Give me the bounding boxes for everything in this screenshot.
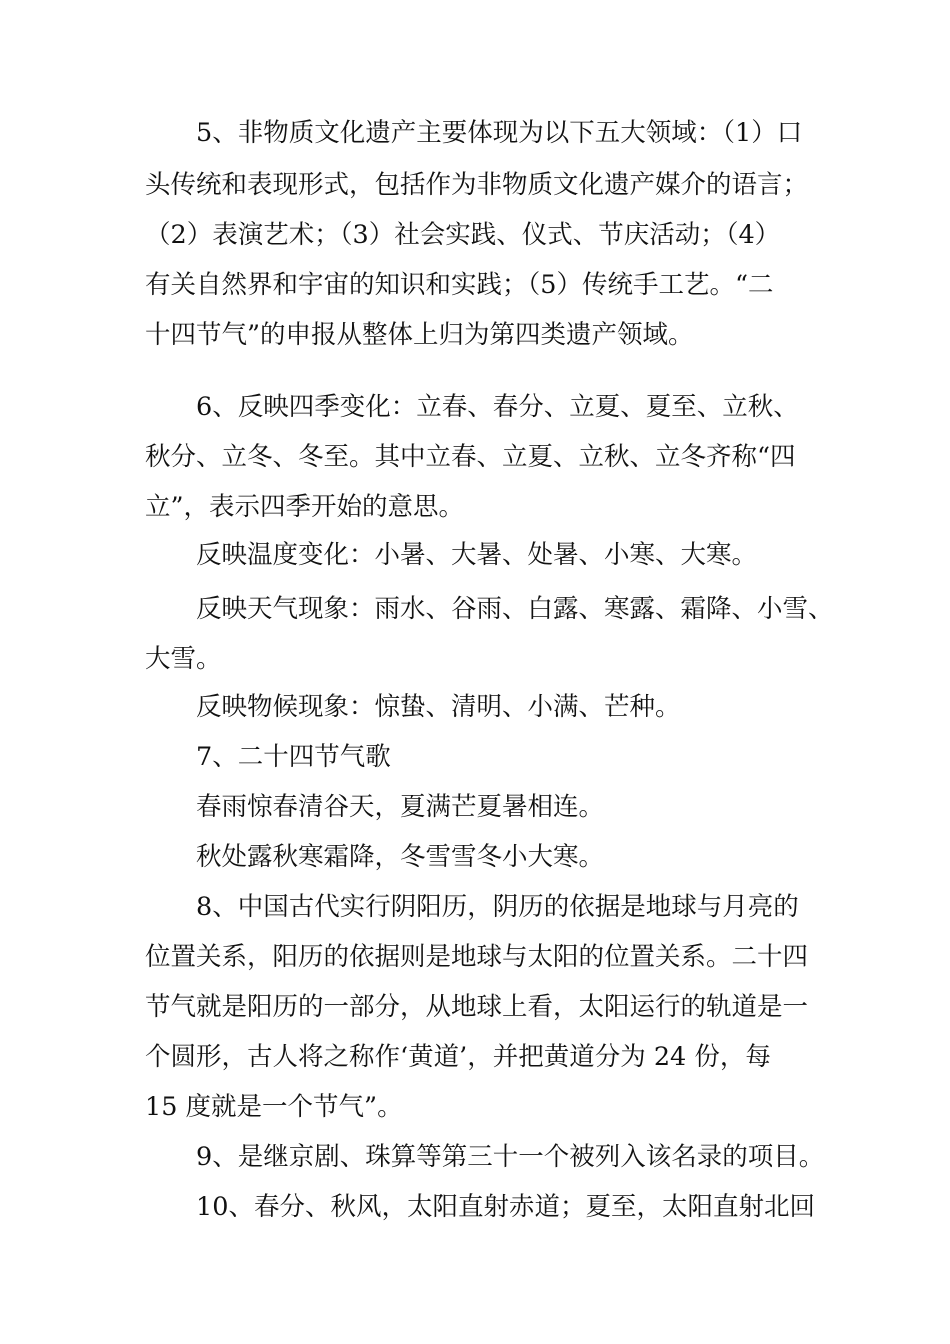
text-line: 反映温度变化：小暑、大暑、处暑、小寒、大寒。: [196, 540, 758, 570]
text-line: 十四节气”的申报从整体上归为第四类遗产领域。: [145, 320, 694, 350]
text-line: 反映物候现象：惊蛰、清明、小满、芒种。: [196, 692, 681, 722]
text-line: 位置关系，阳历的依据则是地球与太阳的位置关系。二十四: [145, 942, 809, 972]
text-line: 15 度就是一个节气”。: [145, 1092, 403, 1122]
text-line: 反映天气现象：雨水、谷雨、白露、寒露、霜降、小雪、: [196, 594, 834, 624]
text-line: 8、中国古代实行阴阳历，阴历的依据是地球与月亮的: [196, 892, 799, 922]
text-line: 头传统和表现形式，包括作为非物质文化遗产媒介的语言；: [145, 170, 809, 200]
text-line: 5、非物质文化遗产主要体现为以下五大领域：（1）口: [196, 118, 803, 148]
text-line: 秋处露秋寒霜降，冬雪雪冬小大寒。: [196, 842, 605, 872]
text-line: 有关自然界和宇宙的知识和实践；（5）传统手工艺。“二: [145, 270, 774, 300]
text-line: 个圆形，古人将之称作‘黄道’，并把黄道分为 24 份，每: [145, 1042, 771, 1072]
text-line: 秋分、立冬、冬至。其中立春、立夏、立秋、立冬齐称“四: [145, 442, 796, 472]
text-line: 7、二十四节气歌: [196, 742, 391, 772]
text-line: 立”，表示四季开始的意思。: [145, 492, 465, 522]
text-line: 6、反映四季变化：立春、春分、立夏、夏至、立秋、: [196, 392, 799, 422]
text-line: 9、是继京剧、珠算等第三十一个被列入该名录的项目。: [196, 1142, 825, 1172]
text-line: 大雪。: [145, 644, 222, 674]
text-line: 10、春分、秋风，太阳直射赤道；夏至，太阳直射北回: [196, 1192, 815, 1222]
text-line: （2）表演艺术；（3）社会实践、仪式、节庆活动；（4）: [145, 220, 781, 250]
text-line: 节气就是阳历的一部分，从地球上看，太阳运行的轨道是一: [145, 992, 809, 1022]
text-line: 春雨惊春清谷天，夏满芒夏暑相连。: [196, 792, 605, 822]
